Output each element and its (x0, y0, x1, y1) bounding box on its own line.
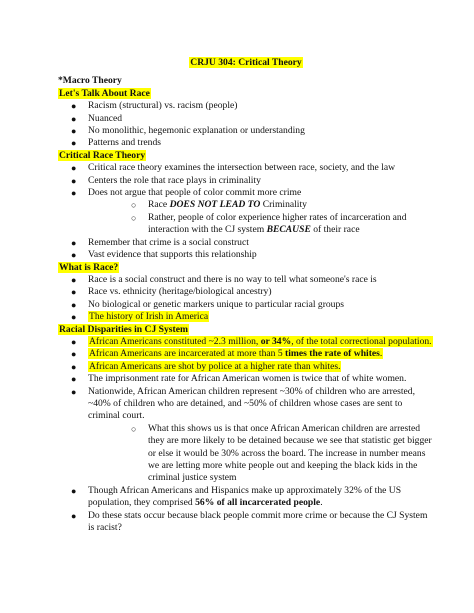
bullet-circle-icon: ○ (131, 212, 137, 223)
disparities-sub-list (118, 423, 434, 485)
list-item (58, 348, 434, 360)
list-item: ● Race is a social construct and there is no way to tell what someone's race is (71, 273, 377, 285)
section-heading-race (58, 88, 434, 100)
subtitle: *Macro Theory (58, 75, 122, 87)
list-item: ● Does not argue that people of color commit more crime ○ Race DOES NOT LEAD TO Criminality ○ Rather, people of color experience higher rates of incarceration and interaction with the CJ system BECAUSE of their race (58, 187, 434, 237)
page-title (58, 57, 434, 69)
section-heading-race-text: Let's Talk About Race (59, 87, 150, 99)
list-item: ● The history of Irish in America (71, 311, 209, 323)
sub-list-item: ○ What this shows us is that once African American children are arrested they are more likely to be detained because we see that statistic get bigger or else it would be 30% across the board. The increase in number means we are letting more white people out and keeping the black kids in the criminal justice system (131, 422, 432, 484)
list-item: ● Critical race theory examines the intersection between race, society, and the law (71, 162, 396, 174)
bullet-dot-icon: ● (71, 374, 77, 385)
bullet-dot-icon: ● (71, 126, 77, 137)
list-item: ● Remember that crime is a social construct (71, 236, 249, 248)
list-item: ● No monolithic, hegemonic explanation or understanding (71, 125, 305, 137)
list-item: ● Do these stats occur because black people commit more crime or because the CJ System is racist? (71, 509, 428, 534)
bullet-dot-icon: ● (71, 274, 77, 285)
bullet-dot-icon: ● (71, 312, 77, 323)
list-item: ● Nuanced (71, 112, 123, 124)
list-item: ● Centers the role that race plays in criminality (71, 174, 261, 186)
highlighted-text: African Americans constituted ~2.3 million, or 34%, of the total correctional population. (89, 335, 432, 347)
section-heading-crt (58, 150, 434, 162)
sub-list-item: ○ Race DOES NOT LEAD TO Criminality (131, 199, 307, 211)
list-item: ● The imprisonment rate for African American women is twice that of white women. (71, 373, 407, 385)
bullet-dot-icon: ● (71, 349, 77, 360)
highlighted-text: African Americans are incarcerated at more than 5 times the rate of whites. (89, 348, 383, 360)
list-item (58, 336, 434, 348)
bullet-dot-icon: ● (71, 175, 77, 186)
bullet-dot-icon: ● (71, 188, 77, 199)
section-heading-what-is-race-text: What is Race? (59, 261, 119, 273)
bullet-dot-icon: ● (71, 163, 77, 174)
bullet-dot-icon: ● (71, 299, 77, 310)
disparities-bullet-list (58, 336, 434, 535)
bullet-circle-icon: ○ (131, 423, 137, 434)
list-item: ● Though African Americans and Hispanics make up approximately 32% of the US population, they comprised 56% of all incarcerated people. (71, 484, 402, 509)
section-heading-disparities-text: Racial Disparities in CJ System (59, 323, 188, 335)
race-bullet-list (58, 100, 434, 150)
bullet-dot-icon: ● (71, 237, 77, 248)
bullet-dot-icon: ● (71, 361, 77, 372)
list-item: ● Race vs. ethnicity (heritage/biological ancestry) (71, 286, 272, 298)
what-is-race-bullet-list (58, 274, 434, 324)
bullet-dot-icon: ● (71, 138, 77, 149)
bullet-dot-icon: ● (71, 287, 77, 298)
bullet-dot-icon: ● (71, 336, 77, 347)
bullet-dot-icon: ● (71, 250, 77, 261)
bullet-dot-icon: ● (71, 510, 77, 521)
bullet-circle-icon: ○ (131, 200, 137, 211)
list-item: ● Nationwide, African American children represent ~30% of children who are arrested, ~40% of children who are detained, and ~50% of children whose cases are sent to criminal court. ○ What this shows us is that once African American children are arrested they are more likely to be detained because we see that statistic get bigger or else it would be 30% across the board. The increase in number means we are letting more white people out and keeping the black kids in the criminal justice system (58, 386, 434, 485)
list-item: ● African Americans are shot by police at a higher rate than whites. (71, 360, 341, 372)
crt-bullet-list (58, 162, 434, 261)
list-item: ● Patterns and trends (71, 137, 162, 149)
page-title-text: CRJU 304: Critical Theory (190, 57, 302, 68)
bullet-dot-icon: ● (71, 386, 77, 397)
sub-list-item: ○ Rather, people of color experience higher rates of incarceration and interaction with the CJ system BECAUSE of their race (131, 211, 407, 236)
list-item: ● Vast evidence that supports this relationship (71, 249, 257, 261)
section-heading-crt-text: Critical Race Theory (59, 149, 146, 161)
bullet-dot-icon: ● (71, 101, 77, 112)
bullet-dot-icon: ● (71, 113, 77, 124)
section-heading-what-is-race (58, 262, 434, 274)
list-item: ● Racism (structural) vs. racism (people) (71, 100, 238, 112)
crt-sub-list (118, 199, 434, 236)
list-item: ● No biological or genetic markers unique to particular racial groups (71, 298, 345, 310)
bullet-dot-icon: ● (71, 485, 77, 496)
section-heading-disparities (58, 324, 434, 336)
